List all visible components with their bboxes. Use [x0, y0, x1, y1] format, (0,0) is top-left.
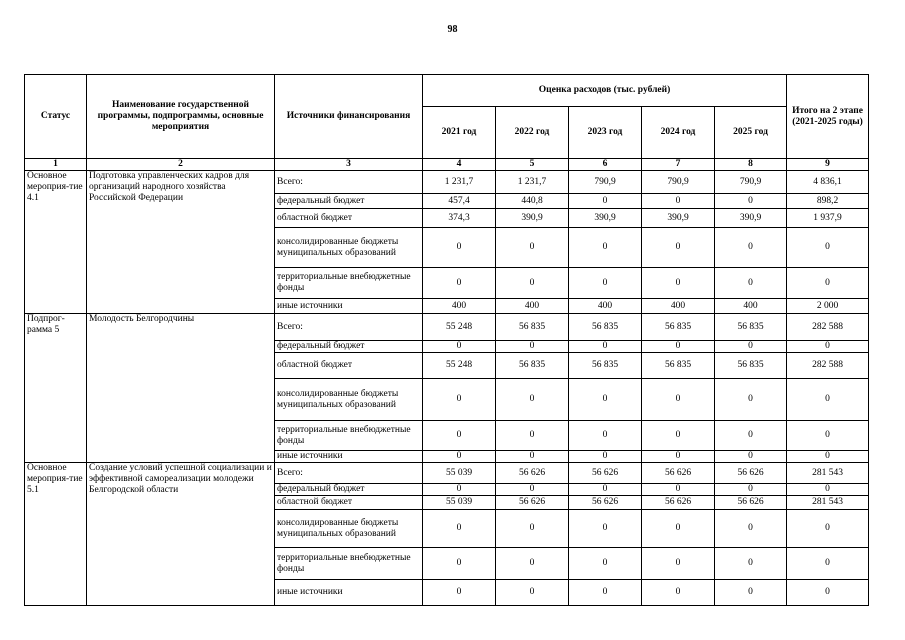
year-value-cell: 56 626 — [496, 496, 569, 510]
year-value-cell: 0 — [496, 580, 569, 606]
year-value-cell: 0 — [642, 510, 715, 548]
total-cell: 0 — [787, 228, 869, 268]
year-value-cell: 0 — [715, 268, 787, 299]
year-value-cell: 0 — [715, 421, 787, 451]
year-value-cell: 55 248 — [423, 353, 496, 379]
header-program-name: Наименование государственной программы, подпрограммы, основные мероприятия — [87, 75, 275, 159]
header-year: 2025 год — [715, 107, 787, 159]
year-value-cell: 0 — [715, 194, 787, 209]
year-value-cell: 0 — [423, 268, 496, 299]
year-value-cell: 400 — [569, 299, 642, 314]
total-cell: 0 — [787, 510, 869, 548]
funding-source-cell: Всего: — [275, 314, 423, 341]
year-value-cell: 390,9 — [569, 209, 642, 228]
year-value-cell: 0 — [715, 379, 787, 421]
column-number: 2 — [87, 159, 275, 171]
year-value-cell: 56 835 — [642, 314, 715, 341]
year-value-cell: 0 — [642, 548, 715, 580]
header-year: 2021 год — [423, 107, 496, 159]
year-value-cell: 56 626 — [642, 496, 715, 510]
program-name-cell: Создание условий успешной социализации и эффективной самореализации молодежи Белгородской области — [87, 463, 275, 606]
total-cell: 0 — [787, 580, 869, 606]
year-value-cell: 0 — [496, 421, 569, 451]
year-value-cell: 790,9 — [715, 171, 787, 194]
year-value-cell: 0 — [423, 341, 496, 353]
year-value-cell: 0 — [569, 580, 642, 606]
header-estimate: Оценка расходов (тыс. рублей) — [423, 75, 787, 107]
total-cell: 282 588 — [787, 314, 869, 341]
year-value-cell: 1 231,7 — [423, 171, 496, 194]
year-value-cell: 56 626 — [642, 463, 715, 484]
funding-source-cell: территориальные внебюджетные фонды — [275, 268, 423, 299]
year-value-cell: 0 — [496, 268, 569, 299]
total-cell: 898,2 — [787, 194, 869, 209]
header-row-top — [25, 75, 869, 107]
year-value-cell: 790,9 — [642, 171, 715, 194]
total-cell: 1 937,9 — [787, 209, 869, 228]
year-value-cell: 0 — [569, 421, 642, 451]
total-cell: 0 — [787, 421, 869, 451]
year-value-cell: 400 — [642, 299, 715, 314]
year-value-cell: 0 — [642, 451, 715, 463]
total-cell: 4 836,1 — [787, 171, 869, 194]
status-cell: Основное мероприя-тие 5.1 — [25, 463, 87, 606]
total-cell: 0 — [787, 341, 869, 353]
year-value-cell: 0 — [715, 341, 787, 353]
year-value-cell: 374,3 — [423, 209, 496, 228]
year-value-cell: 55 039 — [423, 463, 496, 484]
funding-source-cell: Всего: — [275, 171, 423, 194]
year-value-cell: 0 — [569, 341, 642, 353]
year-value-cell: 790,9 — [569, 171, 642, 194]
funding-source-cell: федеральный бюджет — [275, 484, 423, 496]
funding-source-cell: иные источники — [275, 580, 423, 606]
year-value-cell: 55 039 — [423, 496, 496, 510]
funding-source-cell: иные источники — [275, 299, 423, 314]
year-value-cell: 0 — [423, 510, 496, 548]
column-number: 7 — [642, 159, 715, 171]
year-value-cell: 0 — [642, 379, 715, 421]
year-value-cell: 457,4 — [423, 194, 496, 209]
funding-source-cell: территориальные внебюджетные фонды — [275, 548, 423, 580]
year-value-cell: 0 — [423, 228, 496, 268]
year-value-cell: 0 — [569, 510, 642, 548]
funding-source-cell: консолидированные бюджеты муниципальных образований — [275, 228, 423, 268]
year-value-cell: 1 231,7 — [496, 171, 569, 194]
header-total: Итого на 2 этапе (2021-2025 годы) — [787, 75, 869, 159]
table-row — [25, 314, 869, 341]
year-value-cell: 55 248 — [423, 314, 496, 341]
year-value-cell: 0 — [642, 421, 715, 451]
status-cell: Основное мероприя-тие 4.1 — [25, 171, 87, 314]
header-sources: Источники финансирования — [275, 75, 423, 159]
budget-table — [24, 74, 869, 606]
year-value-cell: 0 — [642, 268, 715, 299]
funding-source-cell: федеральный бюджет — [275, 194, 423, 209]
funding-source-cell: Всего: — [275, 463, 423, 484]
year-value-cell: 0 — [642, 484, 715, 496]
program-name-cell: Молодость Белгородчины — [87, 314, 275, 463]
year-value-cell: 400 — [496, 299, 569, 314]
year-value-cell: 440,8 — [496, 194, 569, 209]
column-number: 6 — [569, 159, 642, 171]
year-value-cell: 56 626 — [715, 496, 787, 510]
year-value-cell: 0 — [496, 379, 569, 421]
column-number: 3 — [275, 159, 423, 171]
year-value-cell: 0 — [715, 484, 787, 496]
year-value-cell: 0 — [423, 580, 496, 606]
year-value-cell: 56 626 — [569, 496, 642, 510]
year-value-cell: 390,9 — [715, 209, 787, 228]
funding-source-cell: областной бюджет — [275, 496, 423, 510]
page-number: 98 — [447, 24, 458, 35]
total-cell: 0 — [787, 379, 869, 421]
year-value-cell: 0 — [423, 421, 496, 451]
header-year: 2024 год — [642, 107, 715, 159]
funding-source-cell: иные источники — [275, 451, 423, 463]
year-value-cell: 0 — [496, 484, 569, 496]
total-cell: 282 588 — [787, 353, 869, 379]
total-cell: 0 — [787, 451, 869, 463]
year-value-cell: 56 835 — [496, 353, 569, 379]
total-cell: 281 543 — [787, 496, 869, 510]
year-value-cell: 0 — [715, 228, 787, 268]
table-row — [25, 463, 869, 484]
year-value-cell: 0 — [496, 451, 569, 463]
year-value-cell: 56 835 — [569, 353, 642, 379]
year-value-cell: 0 — [569, 484, 642, 496]
funding-source-cell: областной бюджет — [275, 353, 423, 379]
year-value-cell: 0 — [642, 194, 715, 209]
year-value-cell: 0 — [569, 268, 642, 299]
total-cell: 2 000 — [787, 299, 869, 314]
total-cell: 0 — [787, 268, 869, 299]
year-value-cell: 56 626 — [496, 463, 569, 484]
funding-source-cell: консолидированные бюджеты муниципальных образований — [275, 379, 423, 421]
year-value-cell: 0 — [569, 228, 642, 268]
year-value-cell: 0 — [642, 580, 715, 606]
column-number: 5 — [496, 159, 569, 171]
total-cell: 281 543 — [787, 463, 869, 484]
year-value-cell: 56 626 — [569, 463, 642, 484]
year-value-cell: 390,9 — [642, 209, 715, 228]
year-value-cell: 0 — [496, 510, 569, 548]
year-value-cell: 0 — [496, 341, 569, 353]
status-cell: Подпрог-рамма 5 — [25, 314, 87, 463]
year-value-cell: 0 — [423, 451, 496, 463]
program-name-cell: Подготовка управленческих кадров для организаций народного хозяйства Российской Федерации — [87, 171, 275, 314]
year-value-cell: 56 626 — [715, 463, 787, 484]
year-value-cell: 400 — [715, 299, 787, 314]
column-number-row — [25, 159, 869, 171]
column-number: 4 — [423, 159, 496, 171]
year-value-cell: 56 835 — [642, 353, 715, 379]
column-number: 1 — [25, 159, 87, 171]
total-cell: 0 — [787, 548, 869, 580]
year-value-cell: 0 — [496, 548, 569, 580]
year-value-cell: 0 — [715, 451, 787, 463]
year-value-cell: 56 835 — [715, 353, 787, 379]
column-number: 8 — [715, 159, 787, 171]
year-value-cell: 400 — [423, 299, 496, 314]
total-cell: 0 — [787, 484, 869, 496]
year-value-cell: 0 — [423, 379, 496, 421]
year-value-cell: 56 835 — [715, 314, 787, 341]
year-value-cell: 56 835 — [496, 314, 569, 341]
year-value-cell: 0 — [569, 548, 642, 580]
year-value-cell: 0 — [715, 548, 787, 580]
year-value-cell: 0 — [642, 228, 715, 268]
year-value-cell: 0 — [496, 228, 569, 268]
column-number: 9 — [787, 159, 869, 171]
year-value-cell: 0 — [569, 379, 642, 421]
header-status: Статус — [25, 75, 87, 159]
year-value-cell: 0 — [715, 580, 787, 606]
header-year: 2022 год — [496, 107, 569, 159]
funding-source-cell: консолидированные бюджеты муниципальных образований — [275, 510, 423, 548]
header-year: 2023 год — [569, 107, 642, 159]
budget-body — [25, 171, 869, 606]
year-value-cell: 390,9 — [496, 209, 569, 228]
year-value-cell: 0 — [423, 548, 496, 580]
funding-source-cell: территориальные внебюджетные фонды — [275, 421, 423, 451]
year-value-cell: 56 835 — [569, 314, 642, 341]
year-value-cell: 0 — [423, 484, 496, 496]
funding-source-cell: федеральный бюджет — [275, 341, 423, 353]
year-value-cell: 0 — [715, 510, 787, 548]
table-row — [25, 171, 869, 194]
year-value-cell: 0 — [569, 194, 642, 209]
funding-source-cell: областной бюджет — [275, 209, 423, 228]
year-value-cell: 0 — [569, 451, 642, 463]
year-value-cell: 0 — [642, 341, 715, 353]
